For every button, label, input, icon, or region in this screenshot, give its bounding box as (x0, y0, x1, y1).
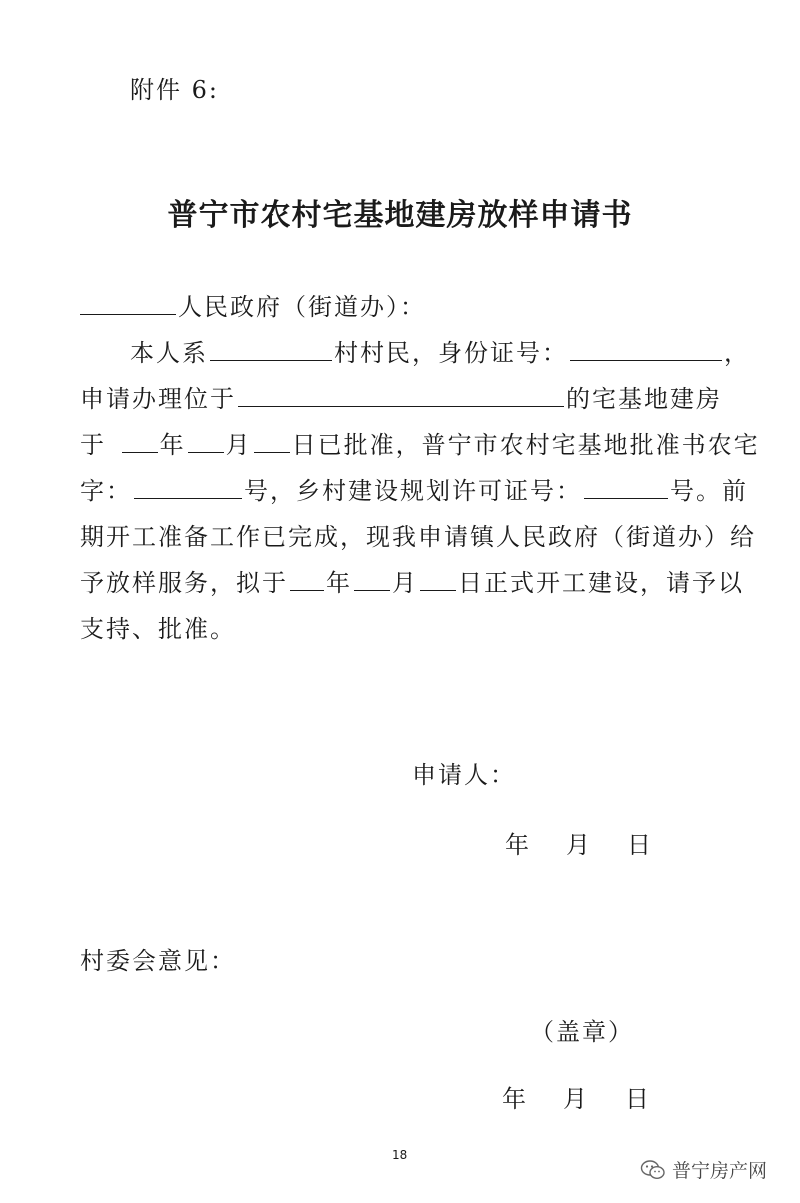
committee-opinion-label: 村委会意见： (80, 947, 236, 975)
line1-text-b: 村村民，身份证号： (334, 339, 568, 367)
permit-number-blank[interactable] (584, 474, 668, 499)
applicant-date-day: 日 (627, 831, 653, 859)
village-blank[interactable] (210, 336, 332, 361)
government-name-blank[interactable] (80, 290, 176, 315)
line3-year: 年 (159, 431, 186, 459)
line2-text-b: 的宅基地建房 (566, 385, 722, 413)
paragraph-line-2 (80, 379, 722, 414)
line6-month: 月 (392, 569, 418, 597)
paragraph-line-7: 支持、批准。 (80, 615, 236, 643)
line1-text-c: ， (724, 339, 750, 367)
watermark (640, 1156, 767, 1183)
watermark-text: 普宁房产网 (672, 1160, 768, 1182)
start-month-blank[interactable] (354, 566, 390, 591)
paragraph-line-6 (80, 563, 744, 598)
line6-year: 年 (326, 569, 352, 597)
page-number: 18 (392, 1148, 408, 1162)
location-blank[interactable] (238, 382, 564, 407)
approval-day-blank[interactable] (254, 428, 290, 453)
start-year-blank[interactable] (290, 566, 324, 591)
line6-text-d: 日正式开工建设，请予以 (458, 569, 744, 597)
paragraph-line-3 (80, 425, 760, 460)
paragraph-line-1 (130, 333, 750, 368)
line6-text-a: 予放样服务，拟于 (80, 569, 288, 597)
line4-text-b: 号，乡村建设规划许可证号： (244, 477, 582, 505)
committee-date-month: 月 (563, 1085, 589, 1113)
paragraph-line-5: 期开工准备工作已完成，现我申请镇人民政府（街道办）给 (80, 523, 756, 551)
paragraph-line-4 (80, 471, 748, 506)
seal-label: （盖章） (530, 1018, 634, 1046)
line3-text-a: 于 (80, 431, 106, 459)
approval-month-blank[interactable] (188, 428, 224, 453)
line2-text-a: 申请办理位于 (80, 385, 236, 413)
attachment-label: 附件 6: (130, 76, 219, 104)
committee-date-year: 年 (502, 1085, 528, 1113)
line1-text-a: 本人系 (130, 339, 208, 367)
approval-year-blank[interactable] (122, 428, 158, 453)
start-day-blank[interactable] (420, 566, 456, 591)
committee-date-day: 日 (625, 1085, 651, 1113)
applicant-label: 申请人： (412, 761, 516, 789)
addressee-suffix: 人民政府（街道办）： (178, 293, 426, 321)
line4-text-a: 字： (80, 477, 132, 505)
line4-text-c: 号。前 (670, 477, 748, 505)
applicant-date-year: 年 (505, 831, 531, 859)
line3-text-d: 日已批准，普宁市农村宅基地批准书农宅 (291, 431, 760, 459)
id-number-blank[interactable] (570, 336, 722, 361)
line3-month: 月 (225, 431, 252, 459)
addressee-line (80, 287, 426, 322)
document-title: 普宁市农村宅基地建房放样申请书 (167, 198, 633, 233)
applicant-date-month: 月 (566, 831, 592, 859)
wechat-icon (640, 1159, 666, 1181)
approval-number-blank[interactable] (134, 474, 242, 499)
